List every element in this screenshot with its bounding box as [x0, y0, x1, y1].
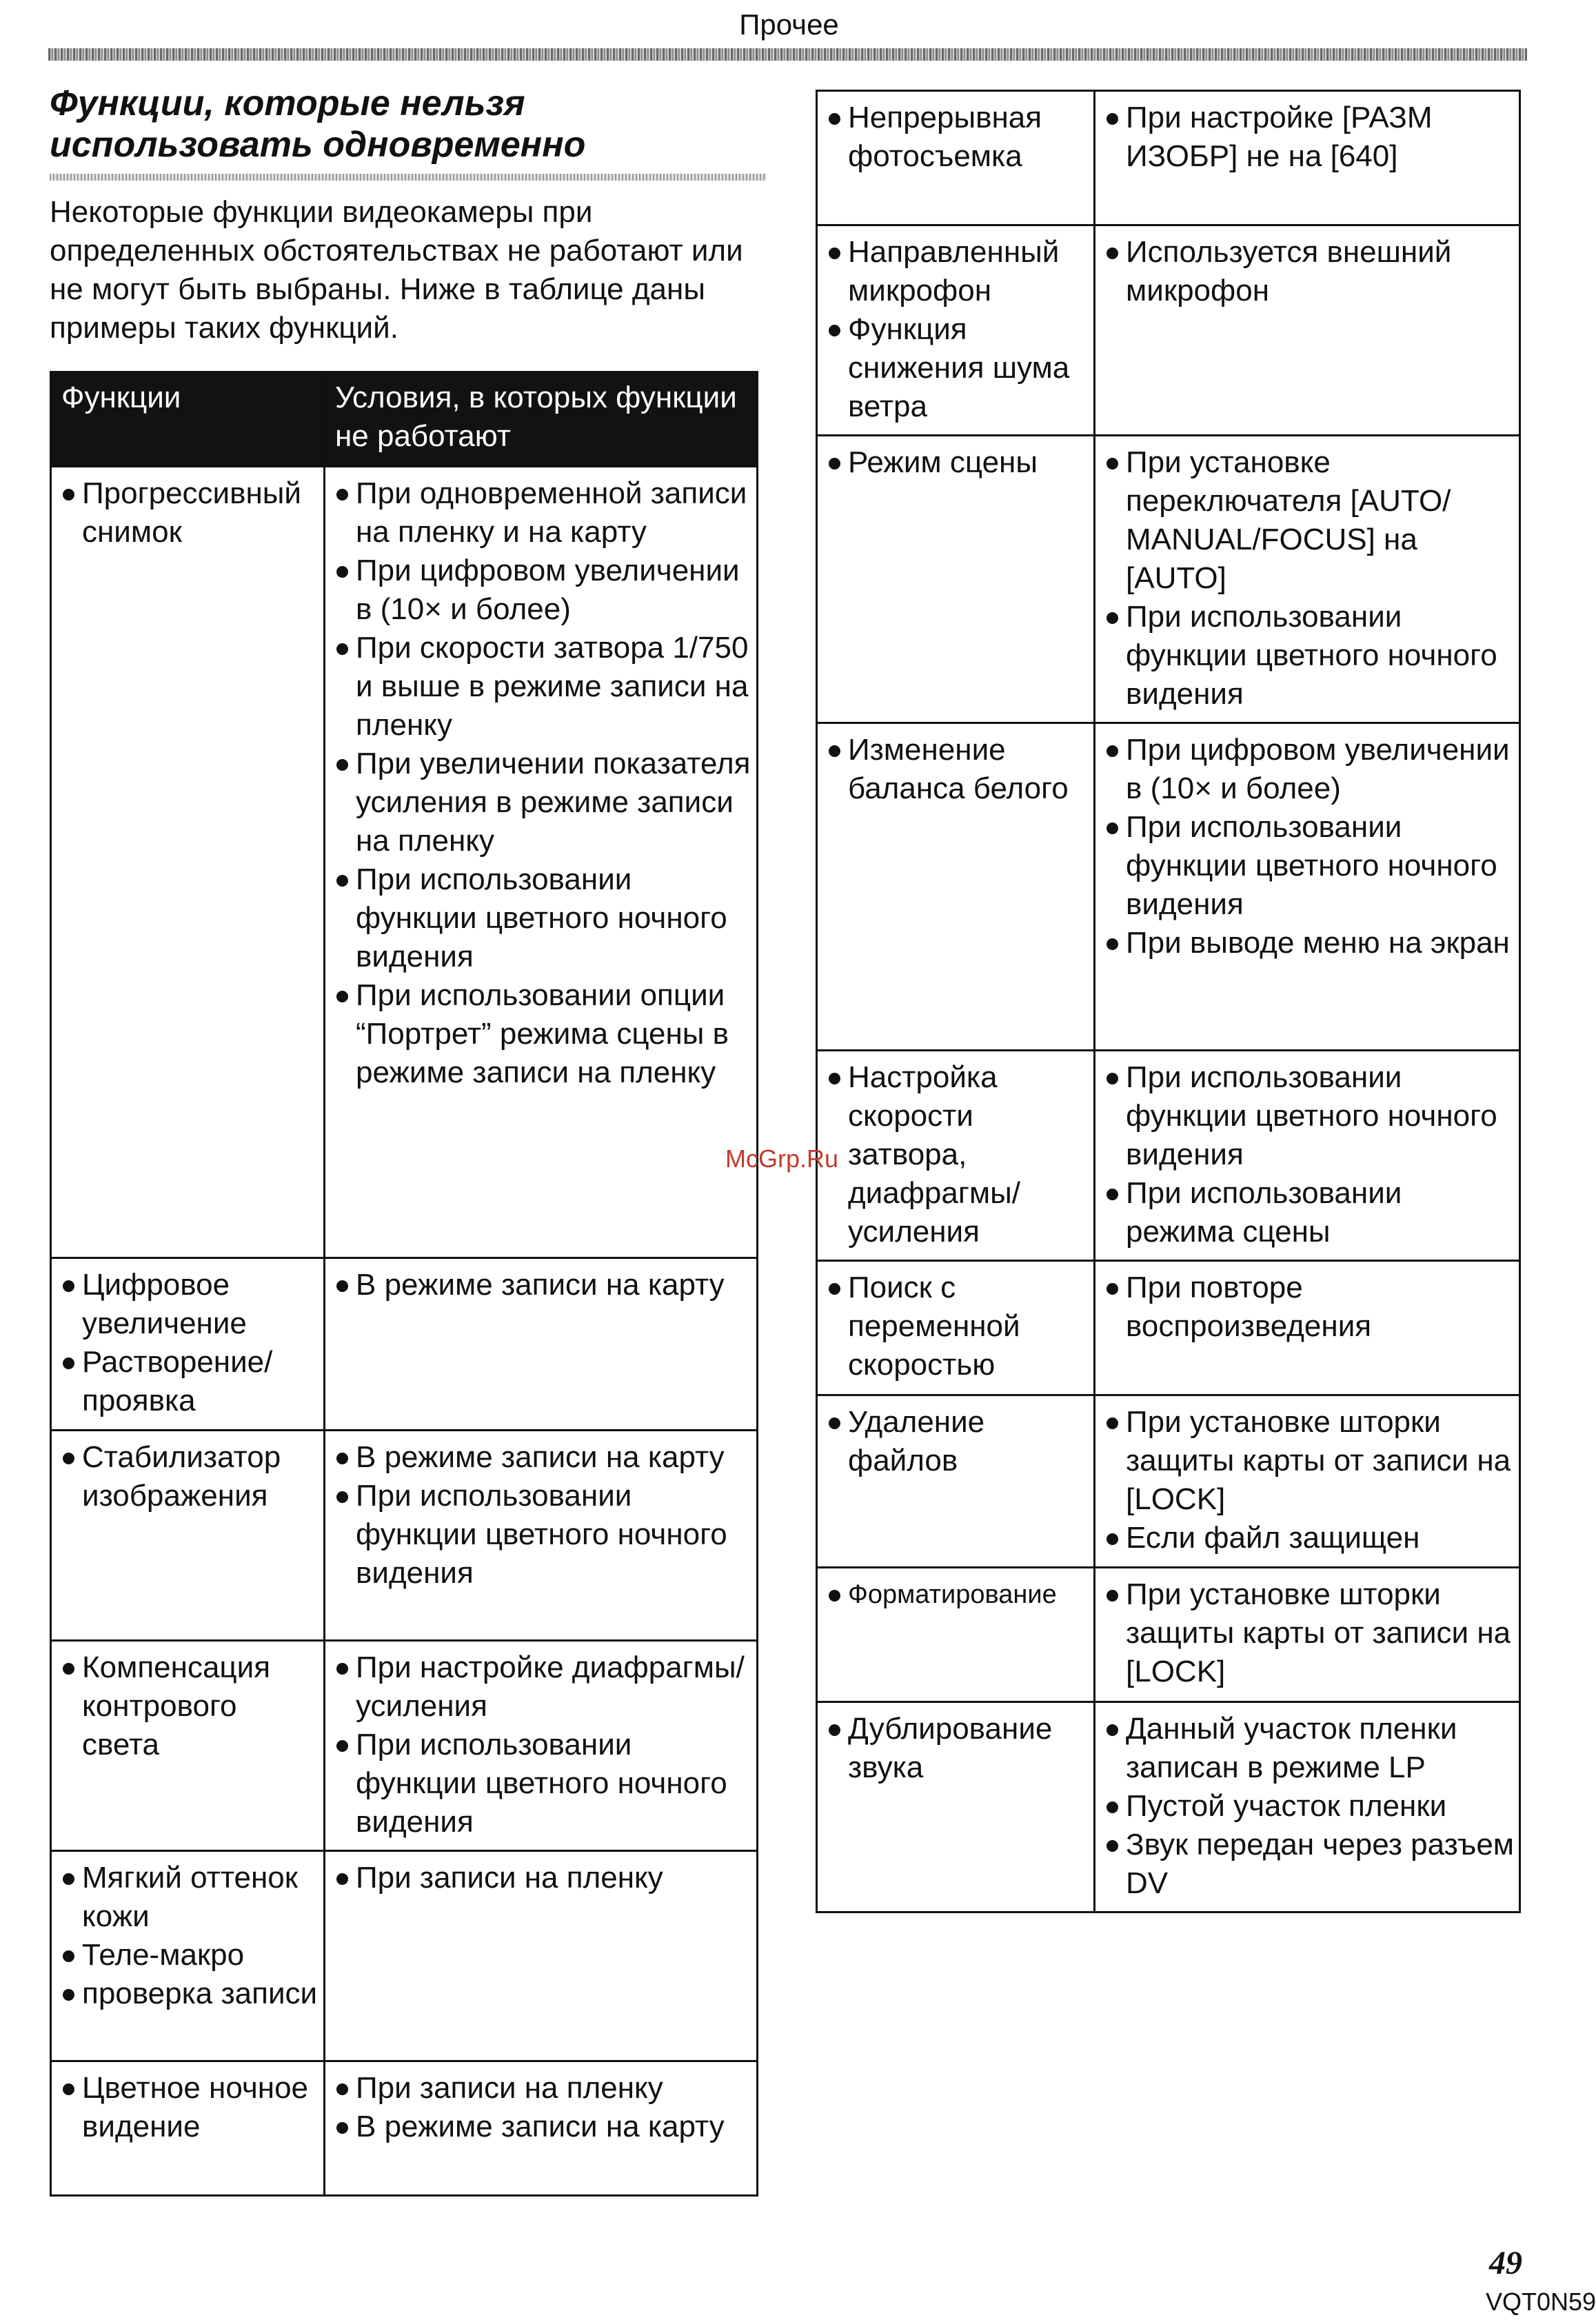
condition-item: В режиме записи на карту	[335, 1438, 752, 1477]
table-row	[817, 225, 1520, 436]
function-item: Настройка скорости затвора, диафрагмы/ усиления	[827, 1058, 1089, 1251]
function-cell	[817, 91, 1095, 225]
condition-cell	[1095, 225, 1520, 436]
function-item: Цветное ночное видение	[61, 2069, 319, 2146]
function-list	[61, 1266, 319, 1420]
condition-item: При увеличении показателя усиления в режиме записи на пленку	[335, 745, 752, 860]
condition-list	[1105, 443, 1515, 714]
condition-item: При использовании функции цветного ночного видения	[1105, 598, 1515, 714]
condition-list	[1105, 731, 1515, 962]
condition-item: При повторе воспроизведения	[1105, 1269, 1515, 1346]
function-list	[827, 1269, 1089, 1384]
function-item: Компенсация контрового света	[61, 1648, 319, 1764]
function-item: проверка записи	[61, 1975, 319, 2013]
table-row	[817, 436, 1520, 723]
function-list	[827, 1058, 1089, 1251]
function-cell	[51, 1851, 325, 2061]
header-rule	[48, 48, 1527, 61]
condition-item: При установке шторки защиты карты от записи на [LOCK]	[1105, 1403, 1515, 1519]
page-title: Функции, которые нельзя использовать одновременно	[50, 83, 586, 165]
condition-item: При цифровом увеличении в (10× и более)	[335, 552, 752, 629]
condition-item: При использовании функции цветного ночного видения	[1105, 1058, 1515, 1174]
condition-item: Пустой участок пленки	[1105, 1787, 1515, 1826]
functions-table-left	[50, 371, 758, 2197]
condition-item: При записи на пленку	[335, 2069, 752, 2108]
condition-cell	[325, 1851, 758, 2061]
condition-cell	[1095, 1395, 1520, 1568]
condition-list	[1105, 1058, 1515, 1251]
function-item: Теле-макро	[61, 1936, 319, 1975]
table-row	[51, 467, 758, 1258]
function-cell	[817, 1702, 1095, 1912]
condition-cell	[325, 467, 758, 1258]
condition-item: При записи на пленку	[335, 1859, 752, 1897]
function-item: Поиск с переменной скоростью	[827, 1269, 1089, 1384]
function-item: Стабилизатор изображения	[61, 1438, 319, 1515]
function-cell	[817, 1261, 1095, 1395]
condition-item: При использовании функции цветного ночного видения	[1105, 808, 1515, 924]
table-row	[817, 723, 1520, 1051]
title-rule	[50, 174, 767, 181]
table-row	[817, 1395, 1520, 1568]
function-item: Растворение/ проявка	[61, 1343, 319, 1420]
table-header-row	[51, 372, 758, 467]
condition-item: При настройке диафрагмы/усиления	[335, 1648, 752, 1726]
function-list	[61, 474, 319, 552]
function-cell	[51, 2061, 325, 2196]
condition-list	[1105, 1575, 1515, 1691]
column-header-functions: Функции	[51, 372, 325, 467]
condition-cell	[1095, 1051, 1520, 1261]
function-list	[827, 1403, 1089, 1480]
table-row	[817, 91, 1520, 225]
condition-cell	[325, 2061, 758, 2196]
function-item: Режим сцены	[827, 443, 1089, 482]
condition-item: При использовании режима сцены	[1105, 1174, 1515, 1251]
function-item: Направленный микрофон	[827, 233, 1089, 310]
table-row	[51, 1641, 758, 1851]
condition-item: При настройке [РАЗМ ИЗОБР] не на [640]	[1105, 99, 1515, 176]
condition-item: В режиме записи на карту	[335, 2108, 752, 2146]
condition-item: При цифровом увеличении в (10× и более)	[1105, 731, 1515, 808]
condition-cell	[1095, 436, 1520, 723]
condition-item: Если файл защищен	[1105, 1519, 1515, 1557]
intro-paragraph: Некоторые функции видеокамеры при определенных обстоятельствах не работают или не могут быть выбраны. Ниже в таблице даны примеры таких функций.	[50, 195, 743, 345]
condition-list	[335, 474, 752, 1092]
condition-list	[1105, 99, 1515, 176]
function-item: Непрерывная фотосъемка	[827, 99, 1089, 176]
table-row	[817, 1568, 1520, 1702]
function-item: Форматирование	[827, 1575, 1089, 1614]
function-cell	[51, 1641, 325, 1851]
table-row	[817, 1261, 1520, 1395]
condition-item: Используется внешний микрофон	[1105, 233, 1515, 310]
column-header-conditions: Условия, в которых функции не работают	[325, 372, 758, 467]
function-item: Функция снижения шума ветра	[827, 310, 1089, 426]
condition-list	[1105, 1710, 1515, 1903]
function-list	[827, 233, 1089, 426]
condition-item: При одновременной записи на пленку и на карту	[335, 474, 752, 552]
condition-list	[335, 1859, 752, 1897]
function-cell	[817, 1568, 1095, 1702]
condition-cell	[1095, 1702, 1520, 1912]
condition-item: При выводе меню на экран	[1105, 924, 1515, 962]
condition-cell	[325, 1641, 758, 1851]
condition-item: При установке шторки защиты карты от записи на [LOCK]	[1105, 1575, 1515, 1691]
condition-item: Звук передан через разъем DV	[1105, 1826, 1515, 1903]
function-list	[827, 1575, 1089, 1614]
condition-list	[335, 2069, 752, 2146]
functions-table-right	[816, 90, 1521, 1913]
condition-item: В режиме записи на карту	[335, 1266, 752, 1304]
function-item: Цифровое увеличение	[61, 1266, 319, 1343]
function-list	[61, 1648, 319, 1764]
function-list	[827, 443, 1089, 482]
function-cell	[817, 1395, 1095, 1568]
function-list	[827, 731, 1089, 808]
function-list	[61, 1859, 319, 2013]
function-cell	[817, 225, 1095, 436]
function-cell	[51, 1431, 325, 1641]
condition-cell	[1095, 1261, 1520, 1395]
condition-list	[335, 1438, 752, 1593]
condition-cell	[1095, 723, 1520, 1051]
condition-item: При установке переключателя [AUTO/ MANUAL/FOCUS] на [AUTO]	[1105, 443, 1515, 598]
function-list	[61, 2069, 319, 2146]
condition-cell	[325, 1258, 758, 1431]
condition-list	[1105, 233, 1515, 310]
table-row	[51, 1258, 758, 1431]
condition-item: При использовании функции цветного ночного видения	[335, 860, 752, 976]
function-list	[61, 1438, 319, 1515]
condition-list	[1105, 1403, 1515, 1557]
condition-item: Данный участок пленки записан в режиме LP	[1105, 1710, 1515, 1787]
table-row	[51, 1431, 758, 1641]
page-number: 49	[1489, 2245, 1522, 2281]
condition-item: При скорости затвора 1/750 и выше в режиме записи на пленку	[335, 629, 752, 745]
function-item: Прогрессивный снимок	[61, 474, 319, 552]
condition-item: При использовании опции “Портрет” режима сцены в режиме записи на пленку	[335, 976, 752, 1092]
condition-cell	[325, 1431, 758, 1641]
function-cell	[51, 1258, 325, 1431]
section-label: Прочее	[739, 8, 839, 41]
function-cell	[51, 467, 325, 1258]
function-item: Мягкий оттенок кожи	[61, 1859, 319, 1936]
function-list	[827, 1710, 1089, 1787]
function-item: Дублирование звука	[827, 1710, 1089, 1787]
condition-item: При использовании функции цветного ночного видения	[335, 1726, 752, 1841]
function-list	[827, 99, 1089, 176]
table-row	[817, 1051, 1520, 1261]
condition-item: При использовании функции цветного ночного видения	[335, 1477, 752, 1593]
function-cell	[817, 1051, 1095, 1261]
condition-cell	[1095, 91, 1520, 225]
condition-list	[1105, 1269, 1515, 1346]
table-row	[817, 1702, 1520, 1912]
condition-list	[335, 1266, 752, 1304]
function-cell	[817, 723, 1095, 1051]
function-item: Удаление файлов	[827, 1403, 1089, 1480]
function-item: Изменение баланса белого	[827, 731, 1089, 808]
watermark: McGrp.Ru	[725, 1144, 839, 1173]
table-row	[51, 2061, 758, 2196]
condition-cell	[1095, 1568, 1520, 1702]
function-cell	[817, 436, 1095, 723]
table-row	[51, 1851, 758, 2061]
document-code: VQT0N59	[1486, 2288, 1596, 2316]
condition-list	[335, 1648, 752, 1841]
